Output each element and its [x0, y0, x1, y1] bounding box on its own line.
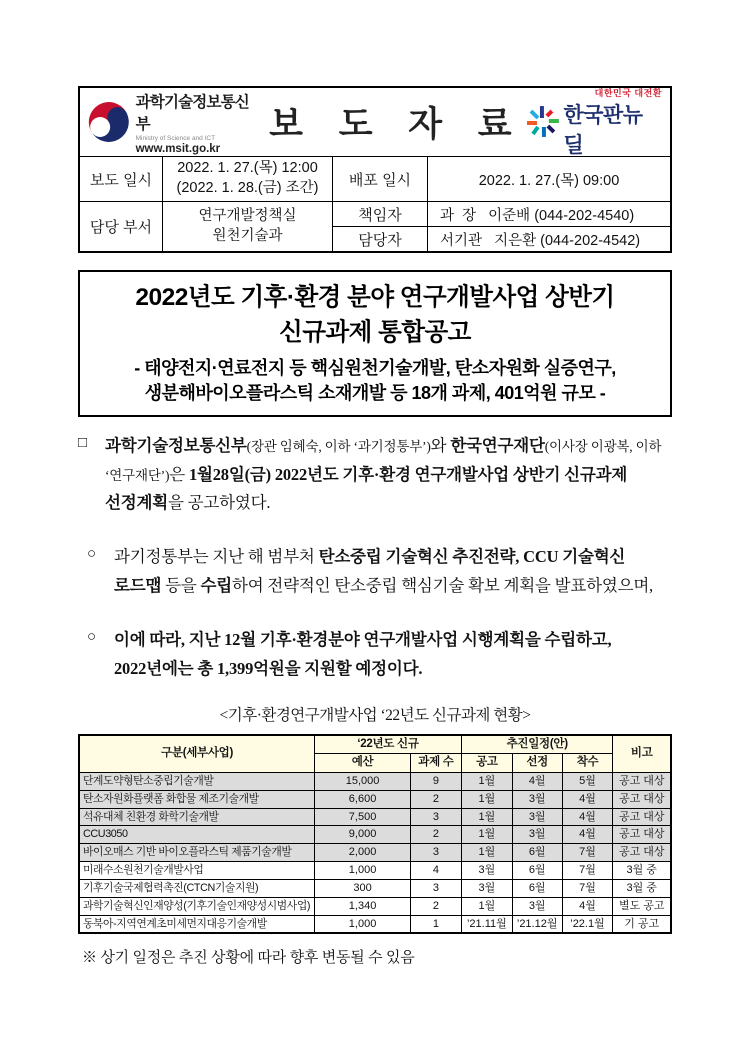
cell-count: 2 [411, 897, 462, 915]
cell-budget: 9,000 [315, 826, 411, 844]
table-row [79, 915, 671, 933]
cell-announce: ’21.11월 [461, 915, 512, 933]
department-label: 담당 부서 [89, 219, 153, 236]
paren-text: (이사장 이광복, 이하 ‘연구재단’) [105, 438, 662, 483]
cell-start: 4월 [562, 790, 613, 808]
table-row [79, 862, 671, 880]
title-box [78, 270, 672, 417]
circle-bullet-marker: ○ [87, 629, 97, 646]
bold-text: 수립 [200, 576, 233, 596]
table-caption: <기후·환경연구개발사업 ‘22년도 신규과제 현황> [219, 706, 531, 724]
col-header-start: 착수 [562, 754, 613, 773]
plain-text: 와 [430, 435, 451, 455]
cell-program-name: CCU3050 [79, 826, 315, 844]
plain-text: 등을 [161, 576, 201, 596]
cell-budget: 1,000 [315, 915, 411, 933]
cell-select: 6월 [512, 844, 562, 862]
contact-row [332, 226, 670, 251]
manager-value [427, 202, 670, 226]
cell-count: 9 [411, 772, 462, 790]
body-paragraph-2 [78, 543, 672, 601]
cell-count: 1 [411, 915, 462, 933]
table-header-row-1 [79, 735, 671, 754]
department-line2: 원천기술과 [212, 227, 283, 244]
bold-text: 한국연구재단 [450, 435, 545, 455]
cell-select: 6월 [512, 879, 562, 897]
cell-start: 7월 [562, 879, 613, 897]
col-header-new-group: ‘22년도 신규 [315, 735, 462, 754]
cell-count: 2 [411, 826, 462, 844]
body-section [78, 432, 672, 725]
body-paragraph-1 [78, 432, 672, 519]
cell-budget: 2,000 [315, 844, 411, 862]
cell-note: 공고 대상 [613, 844, 671, 862]
contact-value-text: 서기관 지은환 (044-202-4542) [440, 232, 641, 249]
title-line-1: 2022년도 기후·환경 분야 연구개발사업 상반기 [135, 284, 615, 311]
plain-text: 을 공고하였다. [167, 493, 271, 513]
cell-note: 기 공고 [613, 915, 671, 933]
cell-select: 4월 [512, 772, 562, 790]
cell-select: 3월 [512, 808, 562, 826]
col-header-budget: 예산 [315, 754, 411, 773]
cell-program-name: 단계도약형탄소중립기술개발 [79, 772, 315, 790]
newdeal-name: 한국판뉴딜 [563, 103, 643, 157]
plain-text: 하여 전략적인 탄소중립 핵심기술 확보 계획을 발표하였으며, [232, 576, 653, 596]
ministry-url: www.msit.go.kr [135, 142, 221, 155]
bold-text: 탄소중립 기술혁신 추진전략, CCU 기술혁신 로드맵 [114, 547, 626, 596]
cell-start: 7월 [562, 844, 613, 862]
cell-select: 3월 [512, 826, 562, 844]
manager-row [332, 202, 670, 226]
col-header-note: 비고 [613, 735, 671, 773]
square-bullet-marker: □ [78, 434, 88, 451]
cell-announce: 1월 [461, 826, 512, 844]
cell-program-name: 바이오매스 기반 바이오플라스틱 제품기술개발 [79, 844, 315, 862]
contact-label: 담당자 [332, 227, 427, 251]
cell-start: 4월 [562, 826, 613, 844]
schedule-footnote: ※ 상기 일정은 추진 상황에 따라 향후 변동될 수 있음 [82, 950, 415, 967]
cell-select: 6월 [512, 862, 562, 880]
release-date-label: 배포 일시 [332, 157, 427, 201]
press-date-label: 보도 일시 [89, 171, 153, 189]
cell-note: 3월 중 [613, 862, 671, 880]
ministry-logo [88, 90, 256, 155]
ministry-logo-text [136, 90, 257, 155]
cell-note: 공고 대상 [613, 790, 671, 808]
ministry-name: 과학기술정보통신부 [135, 93, 249, 133]
col-header-announce: 공고 [461, 754, 512, 773]
press-date-line2: (2022. 1. 28.(금) 조간) [176, 180, 319, 196]
newdeal-logo-text [563, 86, 662, 159]
press-date-value [162, 157, 332, 201]
department-value [162, 202, 332, 251]
table-row [79, 790, 671, 808]
cell-count: 4 [411, 862, 462, 880]
cell-note: 공고 대상 [613, 808, 671, 826]
table-row [79, 897, 671, 915]
cell-select: ’21.12월 [512, 915, 562, 933]
subtitle-line-2: 생분해바이오플라스틱 소재개발 등 18개 과제, 401억원 규모 - [144, 383, 606, 404]
department-line1: 연구개발정책실 [198, 207, 297, 224]
circle-bullet-marker: ○ [87, 546, 97, 563]
cell-budget: 300 [315, 879, 411, 897]
cell-announce: 3월 [461, 862, 512, 880]
paren-text: (장관 임혜숙, 이하 ‘과기정통부’) [246, 438, 431, 454]
cell-budget: 1,340 [315, 897, 411, 915]
cell-budget: 6,600 [315, 790, 411, 808]
msit-emblem-icon [88, 100, 130, 144]
cell-budget: 1,000 [315, 862, 411, 880]
cell-announce: 1월 [461, 790, 512, 808]
subtitle-line-1: - 태양전지·연료전지 등 핵심원천기술개발, 탄소자원화 실증연구, [134, 357, 616, 378]
cell-start: 5월 [562, 772, 613, 790]
cell-budget: 7,500 [315, 808, 411, 826]
paragraph-2-text [114, 543, 672, 601]
cell-note: 공고 대상 [613, 772, 671, 790]
contact-value [427, 227, 670, 251]
press-date-line1: 2022. 1. 27.(목) 12:00 [177, 160, 318, 177]
press-header-top-row [80, 88, 670, 156]
cell-program-name: 과학기술혁신인재양성(기후기술인재양성시범사업) [79, 897, 315, 915]
table-row [79, 844, 671, 862]
paragraph-3-text: 이에 따라, 지난 12월 기후·환경분야 연구개발사업 시행계획을 수립하고, 2022년에는 총 1,399억원을 지원할 예정이다. [114, 630, 612, 678]
body-paragraph-3 [78, 626, 672, 684]
title-line-2: 신규과제 통합공고 [279, 318, 471, 346]
col-header-category: 구분(세부사업) [79, 735, 315, 773]
cell-announce: 1월 [461, 844, 512, 862]
cell-announce: 3월 [461, 879, 512, 897]
manager-value-text: 과 장 이준배 (044-202-4540) [440, 207, 635, 224]
cell-program-name: 탄소자원화플랫폼 화합물 제조기술개발 [79, 790, 315, 808]
cell-announce: 1월 [461, 808, 512, 826]
cell-announce: 1월 [461, 772, 512, 790]
manager-label: 책임자 [332, 202, 427, 226]
cell-select: 3월 [512, 790, 562, 808]
cell-start: 4월 [562, 897, 613, 915]
plain-text: 과기정통부는 지난 해 범부처 [114, 547, 319, 567]
paragraph-1-text [105, 432, 672, 519]
table-row [79, 772, 671, 790]
col-header-schedule-group: 추진일정(안) [461, 735, 613, 754]
cell-announce: 1월 [461, 897, 512, 915]
newdeal-logo [525, 86, 662, 159]
cell-start: 4월 [562, 808, 613, 826]
plain-text: 은 [169, 464, 189, 484]
cell-start: 7월 [562, 862, 613, 880]
cell-start: ’22.1월 [562, 915, 613, 933]
newdeal-slogan: 대한민국 대전환 [594, 87, 662, 98]
cell-count: 3 [411, 808, 462, 826]
ministry-name-english: Ministry of Science and ICT [135, 134, 216, 142]
cell-budget: 15,000 [315, 772, 411, 790]
press-date-row [80, 156, 670, 201]
table-row [79, 808, 671, 826]
cell-program-name: 동북아-지역연계초미세먼지대응기술개발 [79, 915, 315, 933]
col-header-count: 과제 수 [411, 754, 462, 773]
department-row [80, 201, 670, 251]
subtitle [82, 356, 668, 407]
bold-text: 과학기술정보통신부 [105, 435, 247, 455]
cell-program-name: 석유대체 친환경 화학기술개발 [79, 808, 315, 826]
doc-type-title: 보 도 자 료 [269, 105, 525, 144]
cell-note: 3월 중 [613, 879, 671, 897]
table-row [79, 826, 671, 844]
cell-count: 2 [411, 790, 462, 808]
cell-program-name: 기후기술국제협력촉진(CTCN기술지원) [79, 879, 315, 897]
table-row [79, 879, 671, 897]
cell-program-name: 미래수소원천기술개발사업 [79, 862, 315, 880]
cell-note: 별도 공고 [613, 897, 671, 915]
release-date-value: 2022. 1. 27.(목) 09:00 [427, 157, 670, 201]
projects-table [78, 734, 672, 935]
bold-text: 1월28일(금) 2022년도 기후·환경 연구개발사업 상반기 신규과제 선정계획 [105, 464, 628, 513]
cell-count: 3 [411, 844, 462, 862]
cell-note: 공고 대상 [613, 826, 671, 844]
contacts-block [332, 202, 670, 251]
cell-select: 3월 [512, 897, 562, 915]
cell-count: 3 [411, 879, 462, 897]
newdeal-starburst-icon [525, 104, 561, 140]
col-header-select: 선정 [512, 754, 562, 773]
press-header-box [78, 86, 672, 253]
